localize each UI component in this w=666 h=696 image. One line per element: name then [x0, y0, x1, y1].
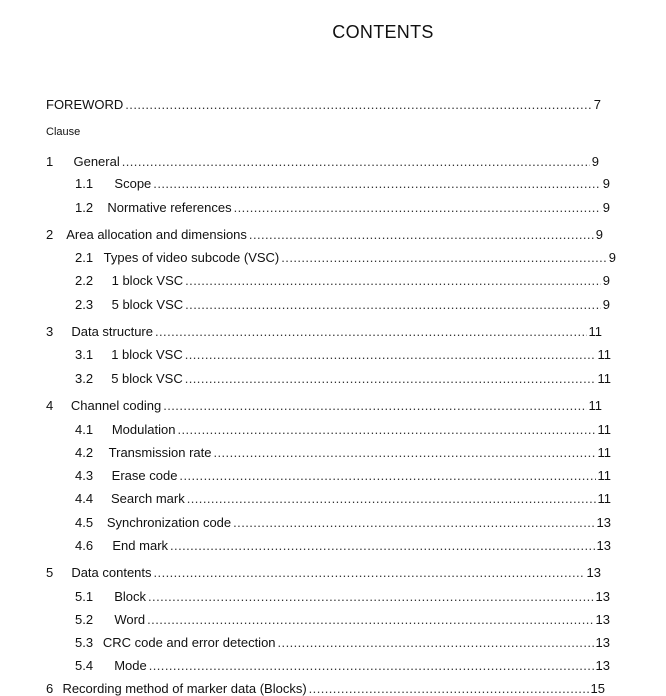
- toc-entry-label: Erase code: [111, 468, 178, 483]
- toc-entry-label: Data contents: [71, 565, 152, 580]
- toc-entry-number: 4.4: [75, 491, 94, 506]
- dot-leader: [154, 565, 585, 580]
- dot-leader: [213, 445, 595, 460]
- toc-entry-label: General: [73, 154, 120, 169]
- toc-entry-number: 3: [46, 324, 54, 339]
- toc-entry-number: 5.1: [75, 589, 94, 604]
- toc-entry-number: 3.2: [75, 371, 94, 386]
- toc-entry-number: 5.3: [75, 635, 94, 650]
- toc-entry[interactable]: [75, 612, 610, 627]
- toc-entry[interactable]: [75, 589, 610, 604]
- toc-entry-label: CRC code and error detection: [102, 635, 276, 650]
- toc-entry[interactable]: [75, 515, 611, 530]
- toc-entry-number: 1.1: [75, 176, 94, 191]
- toc-entry-page: 11: [597, 445, 611, 460]
- toc-entry-label: Synchronization code: [106, 515, 232, 530]
- toc-entry-label: Search mark: [111, 491, 185, 506]
- toc-entry[interactable]: [75, 658, 610, 673]
- toc-entry[interactable]: [46, 324, 602, 339]
- toc-entry[interactable]: [75, 176, 610, 191]
- dot-leader: [122, 154, 590, 169]
- clause-heading: Clause: [46, 126, 81, 138]
- toc-entry-label: 5 block VSC: [111, 371, 183, 386]
- toc-entry-number: 3.1: [75, 347, 94, 362]
- toc-entry-label: Normative references: [107, 200, 232, 215]
- toc-entry-number: 1: [46, 154, 54, 169]
- dot-leader: [163, 398, 586, 413]
- toc-entry-page: 11: [588, 398, 602, 413]
- toc-entry-number: 4.6: [75, 538, 94, 553]
- toc-entry-page: 13: [595, 612, 610, 627]
- toc-entry[interactable]: [46, 398, 602, 413]
- toc-entry-number: 6: [46, 681, 54, 696]
- toc-entry-page: 9: [595, 227, 603, 242]
- toc-entry-page: 13: [586, 565, 601, 580]
- toc-entry-page: 7: [593, 97, 601, 112]
- toc-entry[interactable]: [46, 227, 603, 242]
- dot-leader: [155, 324, 587, 339]
- toc-entry-page: 9: [602, 176, 610, 191]
- toc-entry-number: 2.3: [75, 297, 94, 312]
- toc-entry-page: 9: [602, 297, 610, 312]
- dot-leader: [281, 250, 607, 265]
- toc-entry-page: 13: [596, 515, 611, 530]
- toc-entry-number: 4.2: [75, 445, 94, 460]
- dot-leader: [185, 297, 601, 312]
- toc-entry-number: 4.1: [75, 422, 94, 437]
- toc-entry-page: 11: [597, 347, 611, 362]
- toc-entry-page: 9: [591, 154, 599, 169]
- toc-entry-label: Types of video subcode (VSC): [103, 250, 280, 265]
- toc-entry-label: Recording method of marker data (Blocks): [62, 681, 307, 696]
- dot-leader: [148, 589, 594, 604]
- toc-entry-number: 4: [46, 398, 54, 413]
- toc-entry[interactable]: [46, 565, 601, 580]
- dot-leader: [179, 468, 595, 483]
- toc-entry-page: 11: [597, 371, 611, 386]
- toc-entry-page: 11: [597, 422, 611, 437]
- toc-entry-foreword[interactable]: [46, 97, 601, 112]
- toc-entry-page: 11: [588, 324, 602, 339]
- dot-leader: [177, 422, 595, 437]
- toc-entry-page: 11: [597, 491, 611, 506]
- dot-leader: [234, 200, 601, 215]
- toc-entry-page: 13: [595, 635, 610, 650]
- toc-entry-label: Data structure: [71, 324, 153, 339]
- dot-leader: [153, 176, 600, 191]
- toc-entry-page: 9: [608, 250, 616, 265]
- toc-entry-number: 4.3: [75, 468, 94, 483]
- toc-entry-number: 1.2: [75, 200, 94, 215]
- toc-entry[interactable]: [75, 273, 610, 288]
- toc-entry-label: 5 block VSC: [111, 297, 184, 312]
- toc-entry-number: 2: [46, 227, 54, 242]
- toc-entry-page: 9: [602, 273, 610, 288]
- toc-entry-label: 1 block VSC: [111, 273, 184, 288]
- dot-leader: [187, 491, 596, 506]
- toc-entry-number: 4.5: [75, 515, 94, 530]
- toc-entry-number: 5.4: [75, 658, 94, 673]
- toc-entry-number: 2.2: [75, 273, 94, 288]
- toc-entry[interactable]: [75, 635, 610, 650]
- dot-leader: [147, 612, 593, 627]
- toc-entry[interactable]: [75, 468, 611, 483]
- toc-entry[interactable]: [75, 491, 611, 506]
- dot-leader: [233, 515, 594, 530]
- toc-entry-label: Modulation: [111, 422, 176, 437]
- page-title: CONTENTS: [332, 22, 434, 42]
- toc-entry-label: Area allocation and dimensions: [66, 227, 247, 242]
- toc-entry[interactable]: [75, 371, 611, 386]
- toc-entry-label: Scope: [114, 176, 152, 191]
- toc-entry-page: 9: [602, 200, 610, 215]
- toc-entry-label: Mode: [114, 658, 147, 673]
- toc-entry[interactable]: [75, 250, 616, 265]
- toc-entry[interactable]: [75, 200, 610, 215]
- toc-entry-label: Transmission rate: [108, 445, 212, 460]
- toc-entry-label: Block: [114, 589, 147, 604]
- dot-leader: [185, 273, 601, 288]
- toc-entry-number: 5.2: [75, 612, 94, 627]
- toc-entry-page: 11: [597, 468, 611, 483]
- dot-leader: [249, 227, 594, 242]
- toc-entry[interactable]: [75, 538, 611, 553]
- toc-entry-label: Channel coding: [70, 398, 162, 413]
- toc-entry-page: 13: [596, 538, 611, 553]
- toc-entry[interactable]: [75, 297, 610, 312]
- dot-leader: [125, 97, 591, 112]
- toc-entry-number: 2.1: [75, 250, 94, 265]
- toc-entry[interactable]: [75, 445, 611, 460]
- toc-entry-page: 13: [595, 658, 610, 673]
- dot-leader: [170, 538, 595, 553]
- toc-entry-page: 13: [595, 589, 610, 604]
- dot-leader: [278, 635, 594, 650]
- toc-entry-number: 5: [46, 565, 54, 580]
- dot-leader: [185, 347, 596, 362]
- toc-entry-label: FOREWORD: [46, 97, 124, 112]
- toc-entry[interactable]: [75, 422, 611, 437]
- toc-entry-page: 15: [590, 681, 605, 696]
- toc-entry[interactable]: [46, 154, 599, 169]
- dot-leader: [149, 658, 594, 673]
- toc-entry-label: 1 block VSC: [111, 347, 183, 362]
- toc-entry-label: Word: [114, 612, 146, 627]
- dot-leader: [185, 371, 596, 386]
- toc-entry-label: End mark: [112, 538, 169, 553]
- toc-entry[interactable]: [75, 347, 611, 362]
